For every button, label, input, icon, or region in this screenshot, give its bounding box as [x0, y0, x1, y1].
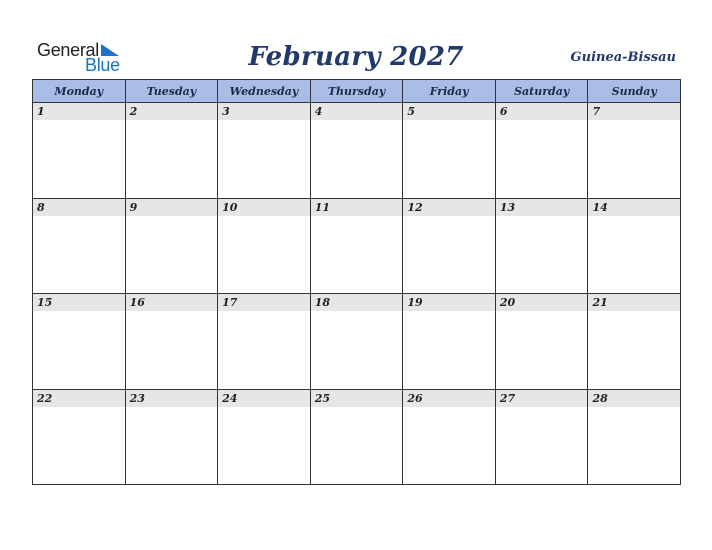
day-number: 15 [33, 294, 125, 311]
calendar-week-row [33, 294, 680, 390]
day-cell[interactable] [496, 199, 589, 294]
day-number: 16 [126, 294, 218, 311]
country-label: Guinea-Bissau [570, 50, 676, 65]
day-number: 7 [588, 103, 680, 120]
day-cell[interactable] [33, 390, 126, 486]
day-cell[interactable] [403, 199, 496, 294]
day-cell[interactable] [311, 390, 404, 486]
calendar-week-row [33, 390, 680, 486]
weekday-header: Friday [403, 80, 496, 102]
calendar-grid [32, 79, 681, 485]
day-cell[interactable] [588, 294, 680, 389]
weekday-header: Sunday [611, 85, 657, 98]
day-cell[interactable] [311, 294, 404, 389]
day-cell[interactable] [496, 390, 589, 486]
day-number: 2 [126, 103, 218, 120]
day-number: 17 [218, 294, 310, 311]
day-number: 27 [496, 390, 588, 407]
day-number: 10 [218, 199, 310, 216]
weekday-header-row [33, 80, 680, 103]
logo-blue-text: Blue [85, 55, 120, 75]
logo-general-text: General [37, 40, 99, 60]
day-number: 11 [311, 199, 403, 216]
page-title: February 2027 [248, 42, 464, 72]
calendar-week-row [33, 103, 680, 199]
day-cell[interactable] [403, 390, 496, 486]
weekday-header: Wednesday [218, 80, 311, 102]
day-number: 19 [403, 294, 495, 311]
day-number: 1 [33, 103, 125, 120]
day-cell[interactable] [126, 199, 219, 294]
day-number: 22 [33, 390, 125, 407]
day-number: 4 [311, 103, 403, 120]
day-cell[interactable] [218, 199, 311, 294]
day-number: 14 [588, 199, 680, 216]
day-number: 3 [218, 103, 310, 120]
day-number: 12 [403, 199, 495, 216]
day-number: 28 [588, 390, 680, 407]
day-cell[interactable] [126, 294, 219, 389]
day-cell[interactable] [496, 103, 589, 198]
day-number: 24 [218, 390, 310, 407]
day-cell[interactable] [33, 103, 126, 198]
weekday-header: Tuesday [126, 80, 219, 102]
day-cell[interactable] [218, 294, 311, 389]
weekday-header: Thursday [311, 80, 404, 102]
day-number: 5 [403, 103, 495, 120]
calendar-week-row [33, 199, 680, 295]
day-cell[interactable] [218, 390, 311, 486]
day-cell[interactable] [33, 199, 126, 294]
day-cell[interactable] [588, 390, 680, 486]
day-cell[interactable] [496, 294, 589, 389]
day-number: 18 [311, 294, 403, 311]
day-cell[interactable] [588, 103, 680, 198]
day-number: 26 [403, 390, 495, 407]
weekday-header: Monday [33, 80, 126, 102]
day-cell[interactable] [403, 294, 496, 389]
day-cell[interactable] [218, 103, 311, 198]
weekday-header: Saturday [496, 80, 589, 102]
day-number: 13 [496, 199, 588, 216]
day-number: 25 [311, 390, 403, 407]
day-cell[interactable] [403, 103, 496, 198]
day-number: 6 [496, 103, 588, 120]
day-number: 9 [126, 199, 218, 216]
day-cell[interactable] [33, 294, 126, 389]
day-cell[interactable] [311, 103, 404, 198]
day-number: 20 [496, 294, 588, 311]
day-cell[interactable] [588, 199, 680, 294]
day-cell[interactable] [311, 199, 404, 294]
day-number: 21 [588, 294, 680, 311]
day-number: 23 [126, 390, 218, 407]
day-cell[interactable] [126, 103, 219, 198]
day-cell[interactable] [126, 390, 219, 486]
day-number: 8 [33, 199, 125, 216]
